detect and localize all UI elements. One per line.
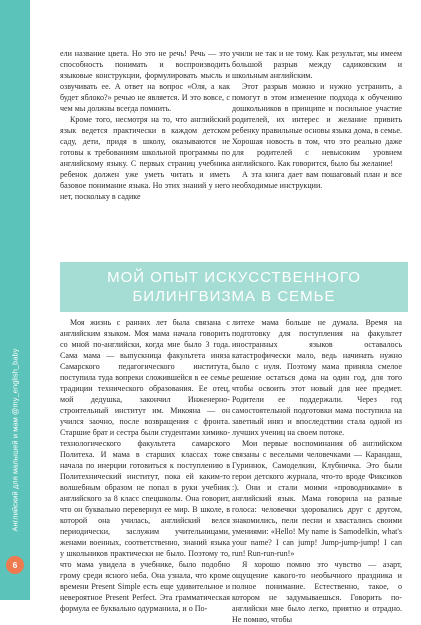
- section-title-line-2: БИЛИНГВИЗМА В СЕМЬЕ: [132, 288, 336, 305]
- paragraph: Мои первые воспоминания об английском связаны с веселыми человечками — Карандаш, Гуриннок, Самоделкин, Клубничка. Это были герои детского журнала, что-то вроде Фиксиков :). Они и стали моими «проводниками» в английский язык. Мама говорила на разные голоса: человечки здоровались друг с другом, знакомились, пели песни и хвастались своими умениями: «Hello! My name is Samodelkin, what's your name? I can jump! Jump-jump-jump! I can run! Run-run-run!»: [232, 439, 402, 558]
- paragraph: Этот разрыв можно и нужно устранить, а помогут в этом изменение подхода к обучению дошкольников в принципе и посильное участие родителей, их интерес и желание привить ребенку правильные основы языка дома, в семье. Хорошая новость в том, что это реально даже для родителей с невысоким уровнем английского. Как говорится, было бы желание!: [232, 82, 402, 168]
- paragraph: Моя жизнь с ранних лет была связана с английским языком. Моя мама начала говорить со мной по-английски, когда мне было 3 года. Сама мама — выпускница факультета иняза Самарского педагогического института, поступила туда вопреки сложившейся в ее семье традиции технического образования. Ее отец, мой дедушка, закончил Инженерно-строительный институт им. Микояна — он учился заочно, после возвращения с фронта. Старшие брат и сестра были студентами химико-технологического факультета самарского Политеха. И мама в старших классах тоже начала по инерции готовиться к поступлению в Политехнический институт, пока ей каким-то волшебным образом не попал в руки учебник английского за 8 класс спецшколы. Она говорит, что он буквально перевернул ее мир. В школе, в которой она училась, английский велся периодически, заслужим учительницами, женами военных, соответственно, знаний языка у школьников практически не было. Поэтому то, что мама увидела в учебнике, было подобно грому среди ясного неба. Она узнала, что кроме времени Present Simple есть еще удивительное и невероятное Present Perfect. Эта грамматическая формула ее буквально одурманила, и о По-: [60, 318, 230, 613]
- column-top-left: [60, 48, 230, 202]
- paragraph: ели название цвета. Но это не речь! Речь — это способность понимать и воспроизводить языковые конструкции, формулировать мысль и озвучивать ее. А ответ на вопрос «Оля, а как будет яблоко?» речью не является. И это вовсе, с чем мы должны всегда помнить.: [60, 49, 230, 113]
- page-number: 6: [6, 556, 24, 574]
- paragraph: Кроме того, несмотря на то, что английский язык ведется практически в каждом детском саду, дети, придя в школу, оказываются не готовы к требованиям школьной программы по английскому языку. С первых страниц учебника ребенок должен уже уметь читать и иметь базовое понимание языка. Но этих знаний у него нет, поскольку в садике: [60, 115, 230, 201]
- paragraph: литехе мама больше не думала. Время на подготовку для поступления на факультет иностранных языков оставалось катастрофически мало, ведь начинать нужно было с нуля. Поэтому мама приняла смелое решение остаться дома на один год, для того чтобы освоить этот новый для нее предмет. Родители ее поддержали. Через год самостоятельной подготовки мама поступила на заветный иняз и впоследствии стала одной из лучших учениц на своем потоке.: [232, 318, 402, 437]
- section-banner: [60, 262, 408, 312]
- column-bottom-right: [232, 317, 402, 625]
- section-title-line-1: МОЙ ОПЫТ ИСКУССТВЕННОГО: [107, 269, 361, 286]
- paragraph: Я хорошо помню это чувство — азарт, ощущение какого-то необычного праздника и полное понимание. Естественно, такое, о котором не задумываешься. Говорить по-английски мне было легко, приятно и отрадно. Не помню, чтобы: [232, 560, 402, 624]
- section-title: [60, 268, 408, 306]
- paragraph: А эта книга дает вам пошаговый план и все необходимые инструкции.: [232, 170, 402, 190]
- paragraph: учили не так и не тому. Как результат, мы имеем большой разрыв между садиковским и школьным английским.: [232, 49, 402, 80]
- running-header: Английский для малышей и мам @my_english_baby: [10, 348, 20, 532]
- column-top-right: [232, 48, 402, 191]
- column-bottom-left: [60, 317, 230, 614]
